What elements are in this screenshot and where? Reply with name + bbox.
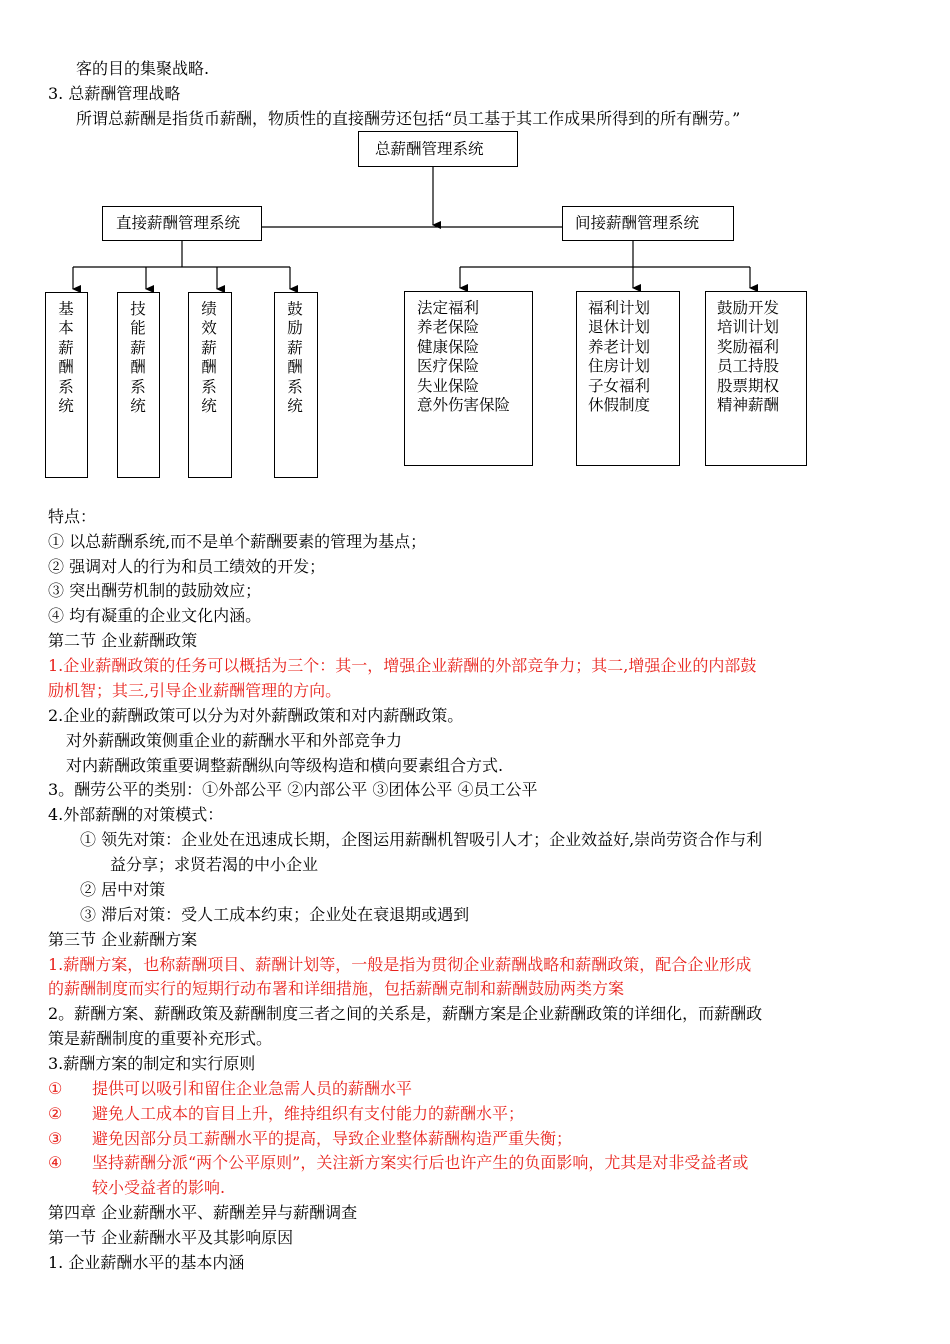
incentive-dev-box xyxy=(705,291,807,466)
text-line: 对内薪酬政策重要调整薪酬纵向等级构造和横向要素组合方式. xyxy=(66,756,504,775)
statutory-benefits-box xyxy=(404,291,533,466)
features-title: 特点： xyxy=(48,507,97,526)
incentive-pay-label: 鼓励薪酬系统 xyxy=(287,300,303,416)
text-line: 策是薪酬制度的重要补充形式。 xyxy=(48,1029,273,1048)
text-line: 3。酬劳公平的类别：①外部公平 ②内部公平 ③团体公平 ④员工公平 xyxy=(48,780,538,799)
list-number: ② xyxy=(48,1104,63,1123)
statutory-benefits-list: 法定福利 养老保险 健康保险 医疗保险 失业保险 意外伤害保险 xyxy=(417,299,511,415)
section-heading: 第三节 企业薪酬方案 xyxy=(48,930,198,949)
skill-pay-label: 技能薪酬系统 xyxy=(130,300,146,416)
section-heading: 第一节 企业薪酬水平及其影响原因 xyxy=(48,1228,294,1247)
performance-pay-box xyxy=(188,292,232,478)
feature-item: ② 强调对人的行为和员工绩效的开发； xyxy=(48,557,326,576)
text-line: 3.薪酬方案的制定和实行原则 xyxy=(48,1054,256,1073)
list-number: ① xyxy=(48,1079,63,1098)
feature-item: ④ 均有凝重的企业文化内涵。 xyxy=(48,606,262,625)
text-line: 益分享；求贤若渴的中小企业 xyxy=(110,855,319,874)
indirect-box xyxy=(562,206,734,241)
section-title: 3. 总薪酬管理战略 xyxy=(48,84,181,103)
basic-pay-box xyxy=(45,292,88,478)
basic-pay-label: 基本薪酬系统 xyxy=(58,300,74,416)
text-line: 1.薪酬方案，也称薪酬项目、薪酬计划等，一般是指为贯彻企业薪酬战略和薪酬政策，配合企业形成 xyxy=(48,955,752,974)
text-line: 4.外部薪酬的对策模式： xyxy=(48,805,224,824)
text-line: 1. 企业薪酬水平的基本内涵 xyxy=(48,1253,245,1272)
performance-pay-label: 绩效薪酬系统 xyxy=(201,300,217,416)
text-line: 所谓总薪酬是指货币薪酬，物质性的直接酬劳还包括“员工基于其工作成果所得到的所有酬劳。” xyxy=(76,109,741,128)
text-line: 1.企业薪酬政策的任务可以概括为三个：其一，增强企业薪酬的外部竞争力；其二,增强企业的内部鼓 xyxy=(48,656,757,675)
skill-pay-box xyxy=(117,292,160,478)
text-line: 避免人工成本的盲目上升，维持组织有支付能力的薪酬水平； xyxy=(92,1104,525,1123)
benefit-plans-list: 福利计划 退休计划 养老计划 住房计划 子女福利 休假制度 xyxy=(588,299,651,415)
text-line: ① 领先对策：企业处在迅速成长期，企图运用薪酬机智吸引人才；企业效益好,崇尚劳资合作与利 xyxy=(80,830,763,849)
benefit-plans-box xyxy=(576,291,680,466)
text-line: 励机智；其三,引导企业薪酬管理的方向。 xyxy=(48,681,342,700)
text-line: 避免因部分员工薪酬水平的提高，导致企业整体薪酬构造严重失衡； xyxy=(92,1129,573,1148)
text-line: 的薪酬制度而实行的短期行动布署和详细措施，包括薪酬克制和薪酬鼓励两类方案 xyxy=(48,979,625,998)
text-line: ② 居中对策 xyxy=(80,880,166,899)
text-line: 客的目的集聚战略. xyxy=(76,59,210,78)
text-line: 2。薪酬方案、薪酬政策及薪酬制度三者之间的关系是，薪酬方案是企业薪酬政策的详细化，而薪酬政 xyxy=(48,1004,763,1023)
incentive-pay-box xyxy=(274,292,318,478)
list-number: ④ xyxy=(48,1153,63,1172)
direct-box xyxy=(102,206,262,241)
root-box xyxy=(358,131,518,167)
feature-item: ① 以总薪酬系统,而不是单个薪酬要素的管理为基点； xyxy=(48,532,427,551)
root-label: 总薪酬管理系统 xyxy=(375,140,484,158)
text-line: 对外薪酬政策侧重企业的薪酬水平和外部竞争力 xyxy=(66,731,403,750)
direct-label: 直接薪酬管理系统 xyxy=(116,214,241,232)
indirect-label: 间接薪酬管理系统 xyxy=(575,214,700,232)
text-line: 较小受益者的影响. xyxy=(92,1178,226,1197)
text-line: 2.企业的薪酬政策可以分为对外薪酬政策和对内薪酬政策。 xyxy=(48,706,464,725)
text-line: 提供可以吸引和留住企业急需人员的薪酬水平 xyxy=(92,1079,413,1098)
incentive-dev-list: 鼓励开发 培训计划 奖励福利 员工持股 股票期权 精神薪酬 xyxy=(717,299,780,415)
text-line: 坚持薪酬分派“两个公平原则”，关注新方案实行后也许产生的负面影响，尤其是对非受益者或 xyxy=(92,1153,749,1172)
section-heading: 第二节 企业薪酬政策 xyxy=(48,631,198,650)
text-line: ③ 滞后对策：受人工成本约束；企业处在衰退期或遇到 xyxy=(80,905,470,924)
feature-item: ③ 突出酬劳机制的鼓励效应； xyxy=(48,581,262,600)
chapter-heading: 第四章 企业薪酬水平、薪酬差异与薪酬调查 xyxy=(48,1203,358,1222)
list-number: ③ xyxy=(48,1129,63,1148)
